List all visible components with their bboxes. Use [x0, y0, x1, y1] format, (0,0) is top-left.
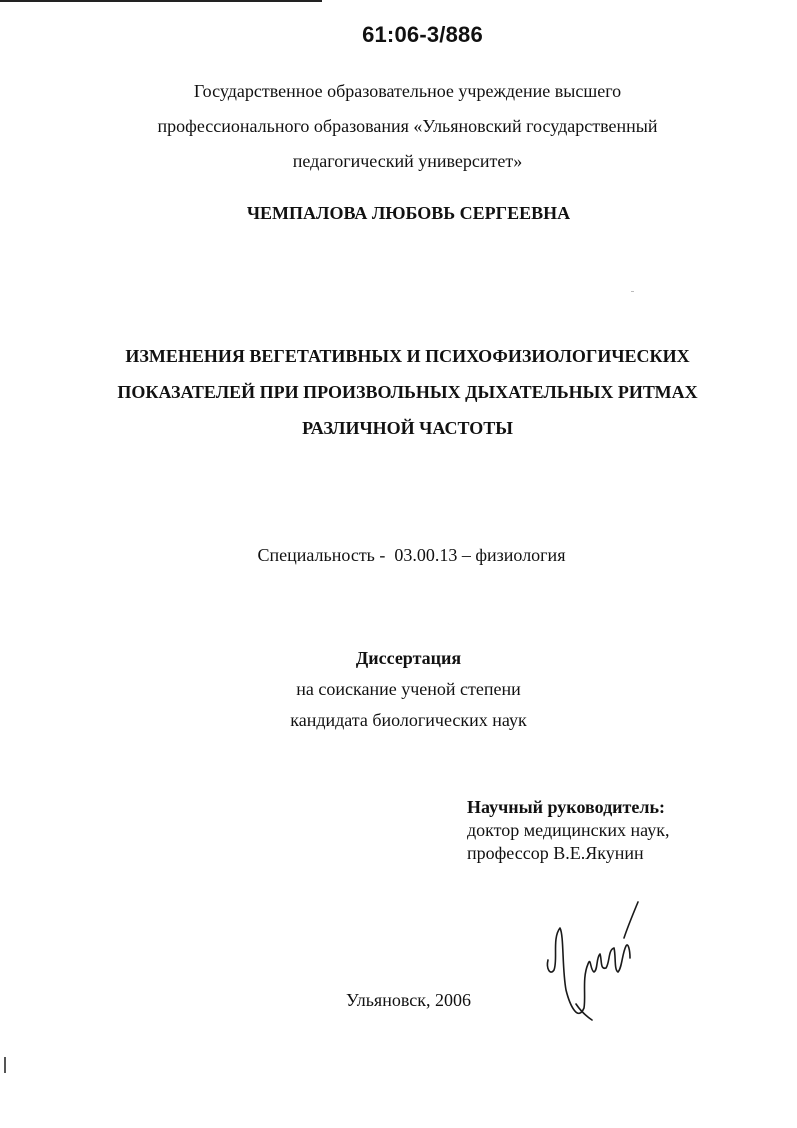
supervisor-name: профессор В.Е.Якунин — [467, 843, 644, 863]
title-line: ПОКАЗАТЕЛЕЙ ПРИ ПРОИЗВОЛЬНЫХ ДЫХАТЕЛЬНЫХ РИТМАХ — [117, 382, 698, 402]
degree-heading: Диссертация — [355, 648, 462, 668]
city-year: Ульяновск, 2006 — [346, 990, 471, 1010]
institution-line: профессионального образования «Ульяновский государственный — [157, 116, 658, 136]
supervisor-heading: Научный руководитель: — [467, 797, 665, 817]
institution-line: педагогический университет» — [292, 151, 523, 171]
top-scan-rule — [0, 0, 322, 2]
dissertation-title — [100, 338, 715, 446]
degree-block — [0, 643, 797, 736]
specialty-line: Специальность - 03.00.13 – физиология — [257, 545, 566, 565]
institution-line: Государственное образовательное учреждение высшего — [193, 81, 622, 101]
degree-line: на соискание ученой степени — [296, 679, 521, 699]
title-line: РАЗЛИЧНОЙ ЧАСТОТЫ — [302, 418, 513, 438]
degree-line: кандидата биологических наук — [290, 710, 527, 730]
catalog-code: 61:06-3/886 — [362, 22, 483, 47]
institution-block — [110, 74, 705, 179]
supervisor-degree: доктор медицинских наук, — [467, 820, 670, 840]
scan-margin-mark — [4, 1057, 6, 1073]
scan-speck — [631, 291, 634, 292]
supervisor-block — [467, 796, 787, 865]
title-line: ИЗМЕНЕНИЯ ВЕГЕТАТИВНЫХ И ПСИХОФИЗИОЛОГИЧЕСКИХ — [125, 346, 690, 366]
author-name: ЧЕМПАЛОВА ЛЮБОВЬ СЕРГЕЕВНА — [246, 203, 571, 223]
